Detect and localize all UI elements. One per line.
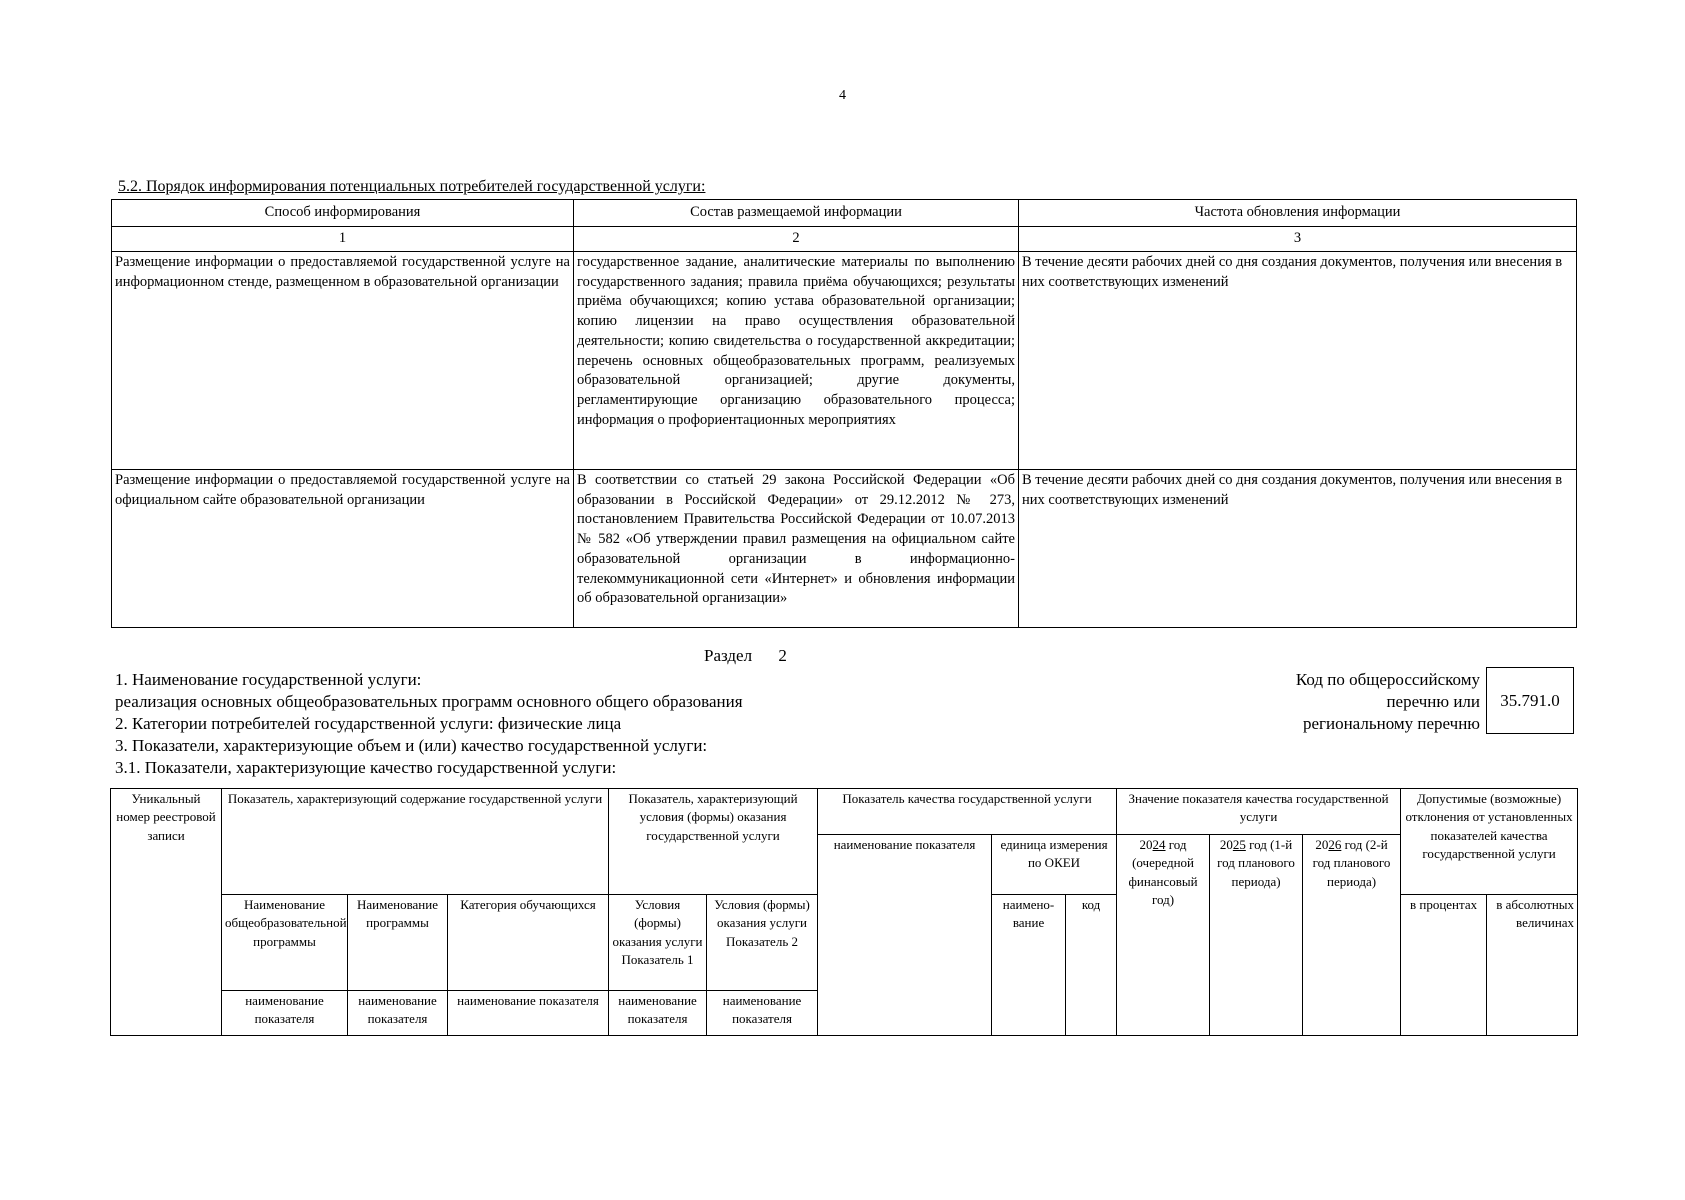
section-word: Раздел xyxy=(704,646,753,665)
year-2-prefix: 20 xyxy=(1219,837,1233,852)
quality-indicators-heading: 3.1. Показатели, характеризующие качество государственной услуги: xyxy=(115,758,617,777)
row-1-content: государственное задание, аналитические материалы по выполнению государственного задания; правила приёма обучающихся; результаты приёма обучающихся; копию устава образовательной организации; копию лицензии на право осуществления образовательной деятельности; копию свидетельства о государственной аккредитации; перечень основных общеобразовательных программ, реализуемых образовательной организацией; другие документы, регламентирующие организацию образовательного процесса; информация о профориентационных мероприятиях xyxy=(574,252,1019,470)
year-3-header xyxy=(1303,835,1401,1036)
year-3-number: 26 xyxy=(1328,837,1342,852)
quality-value-header: Значение показателя качества государственной услуги xyxy=(1117,789,1401,835)
year-2-number: 25 xyxy=(1232,837,1246,852)
header-content: Состав размещаемой информации xyxy=(574,200,1019,227)
consumer-categories: 2. Категории потребителей государственной услуги: физические лица xyxy=(115,714,622,733)
unique-number-header: Уникальный номер реестровой записи xyxy=(111,789,222,1036)
sub-indicator-name-3: наименование показателя xyxy=(448,991,609,1036)
program-name-header xyxy=(222,895,348,991)
year-1-suffix: год (очередной финансовый год) xyxy=(1128,837,1198,907)
row-2-frequency: В течение десяти рабочих дней со дня создания документов, получения или внесения в них соответствующих изменений xyxy=(1019,470,1577,628)
informing-table-header xyxy=(112,200,1577,227)
category-header xyxy=(448,895,609,991)
code-label-line-2: перечню или xyxy=(1386,692,1480,711)
service-name-value: реализация основных общеобразовательных программ основного общего образования xyxy=(115,692,743,711)
row-2-method: Размещение информации о предоставляемой государственной услуге на официальном сайте образовательной организации xyxy=(112,470,574,628)
condition-2-header xyxy=(707,895,818,991)
year-2-header xyxy=(1210,835,1303,1036)
sub-indicator-name-1: наименование показателя xyxy=(222,991,348,1036)
year-1-header xyxy=(1117,835,1210,1036)
quality-indicator-header: Показатель качества государственной услуги xyxy=(818,789,1117,835)
condition-1-title: Условия (формы) оказания услуги Показатель 1 xyxy=(612,897,703,967)
registry-code-value: 35.791.0 xyxy=(1486,667,1574,734)
condition-2-title: Условия (формы) оказания услуги Показатель 2 xyxy=(714,897,810,949)
informing-table-numbers xyxy=(112,227,1577,252)
code-label-line-3: региональному перечню xyxy=(1302,714,1480,733)
section-5-2-heading: 5.2. Порядок информирования потенциальных потребителей государственной услуги: xyxy=(118,178,706,195)
code-label-line-1: Код по общероссийскому xyxy=(1295,670,1480,689)
conditions-indicator-header: Показатель, характеризующий условия (формы) оказания государственной услуги xyxy=(609,789,818,895)
quality-indicators-table xyxy=(110,788,1578,1036)
service-name-label: 1. Наименование государственной услуги: xyxy=(115,670,422,689)
year-2-suffix: год (1-й год планового периода) xyxy=(1217,837,1295,889)
year-3-prefix: 20 xyxy=(1315,837,1329,852)
in-absolute-header: в абсолютных величинах xyxy=(1487,895,1578,1036)
program-name2-header xyxy=(348,895,448,991)
col-number-2: 2 xyxy=(574,227,1019,252)
unit-name-header: наимено-вание xyxy=(992,895,1066,1036)
row-1-method: Размещение информации о предоставляемой государственной услуге на информационном стенде, размещенном в образовательной организации xyxy=(112,252,574,470)
year-1-prefix: 20 xyxy=(1139,837,1153,852)
unit-code-header: код xyxy=(1066,895,1117,1036)
condition-1-header xyxy=(609,895,707,991)
header-method: Способ информирования xyxy=(112,200,574,227)
content-indicator-header: Показатель, характеризующий содержание государственной услуги xyxy=(222,789,609,895)
registry-code-label xyxy=(1250,669,1480,735)
program-name2-title: Наименование программы xyxy=(357,897,438,931)
table-row xyxy=(112,470,1577,628)
col-number-3: 3 xyxy=(1019,227,1577,252)
year-1-number: 24 xyxy=(1152,837,1166,852)
category-title: Категория обучающихся xyxy=(460,897,596,912)
in-percent-header: в процентах xyxy=(1401,895,1487,1036)
year-3-suffix: год (2-й год планового периода) xyxy=(1312,837,1391,889)
section-title xyxy=(704,646,787,666)
sub-indicator-name-5: наименование показателя xyxy=(707,991,818,1036)
sub-indicator-name-4: наименование показателя xyxy=(609,991,707,1036)
deviations-header: Допустимые (возможные) отклонения от установленных показателей качества государственной услуги xyxy=(1401,789,1578,895)
row-2-content: В соответствии со статьей 29 закона Российской Федерации «Об образовании в Российской Федерации» от 29.12.2012 № 273, постановлением Правительства Российской Федерации от 10.07.2013 № 582 «Об утверждении правил размещения на официальном сайте образовательной организации в информационно-телекоммуникационной сети «Интернет» и обновления информации об образовательной организации» xyxy=(574,470,1019,628)
row-1-frequency: В течение десяти рабочих дней со дня создания документов, получения или внесения в них соответствующих изменений xyxy=(1019,252,1577,470)
indicators-heading: 3. Показатели, характеризующие объем и (или) качество государственной услуги: xyxy=(115,736,708,755)
section-number: 2 xyxy=(778,646,787,665)
page-number: 4 xyxy=(839,88,846,103)
indicator-name-header: наименование показателя xyxy=(818,835,992,1036)
sub-indicator-name-2: наименование показателя xyxy=(348,991,448,1036)
informing-table xyxy=(111,199,1577,628)
col-number-1: 1 xyxy=(112,227,574,252)
unit-okei-header: единица измерения по ОКЕИ xyxy=(992,835,1117,895)
header-frequency: Частота обновления информации xyxy=(1019,200,1577,227)
program-name-title: Наименование общеобразовательной программы xyxy=(225,897,347,949)
table-row xyxy=(112,252,1577,470)
